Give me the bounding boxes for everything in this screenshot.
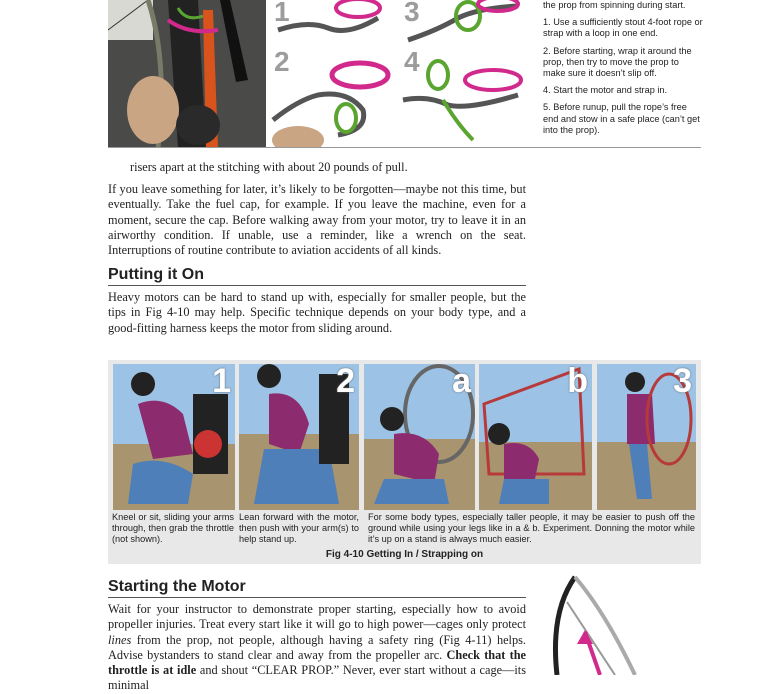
photo-label: 2 — [336, 364, 355, 400]
knot-step-2 — [268, 50, 396, 147]
putting-it-on-heading: Putting it On — [108, 266, 526, 286]
putting-it-on-paragraph: Heavy motors can be hard to stand up with, especially for smaller people, but the tips in Fig 4-10 may help. Specific technique depends on your body type, and a good-fitting harness keeps the motor from sliding around. — [108, 290, 526, 335]
starting-text-3: and shout “CLEAR PROP.” Never, ever start without a cage—its minimal — [108, 663, 526, 693]
forgotten-paragraph: If you leave something for later, it’s likely to be forgotten—maybe not this time, but eventually. Take the fuel cap, for example. If you leave the machine, even for a moment, secure the cap. Before walking away from your motor, try to leave it in an airworthy condition. If unable, use a reminder, like a wrench on the seat. Interruptions of routine contribute to aviation accidents of all kinds. — [108, 182, 526, 258]
caption-steps-a-b: For some body types, especially taller people, it may be easier to push off the ground while using your legs like in a & b. Experiment. Donning the motor while it’s up on a stand is always much easier. — [368, 512, 695, 545]
photo-step-a — [364, 364, 475, 510]
fig-4-10 — [108, 360, 701, 564]
steps-intro: the prop from spinning during start. — [543, 0, 686, 10]
caption-step-2: Lean forward with the motor, then push with your arm(s) to help stand up. — [239, 512, 359, 545]
photo-step-3 — [597, 364, 696, 510]
caption-step-1: Kneel or sit, sliding your arms through, then grab the throttle (not shown). — [112, 512, 234, 545]
starting-text-1: Wait for your instructor to demonstrate proper starting, especially how to avoid propeller injuries. Treat every start like it will go to high power—cages only protect — [108, 602, 526, 632]
knot-step-3 — [398, 0, 526, 48]
rope-prop-lock-figure — [108, 0, 526, 148]
knot-number: 3 — [404, 0, 420, 27]
risers-paragraph: risers apart at the stitching with about 20 pounds of pull. — [130, 160, 408, 174]
photo-step-b — [479, 364, 592, 510]
knot-step-4 — [398, 50, 526, 147]
prop-rope-photo — [108, 0, 266, 148]
knot-step-1 — [268, 0, 396, 48]
photo-label: b — [567, 364, 588, 400]
rope-steps-list — [543, 0, 703, 142]
knot-number: 4 — [404, 50, 420, 77]
photo-step-1 — [113, 364, 235, 510]
step-item: 1. Use a sufficiently stout 4-foot rope or strap with a loop in one end. — [543, 17, 703, 39]
photo-step-2 — [239, 364, 359, 510]
knot-number: 1 — [274, 0, 290, 27]
photo-label: 1 — [212, 364, 231, 400]
photo-label: a — [452, 364, 471, 400]
figure-divider — [108, 147, 701, 148]
knot-number: 2 — [274, 50, 290, 77]
starting-text-bold: Check that the throttle is at idle — [108, 647, 526, 678]
step-item: 5. Before runup, pull the rope’s free end and stow in a safe place (can’t get into the prop). — [543, 102, 700, 135]
step-item: 2. Before starting, wrap it around the prop, then try to move the prop to make sure it doesn’t slip off. — [543, 45, 692, 79]
fig-4-10-title: Fig 4-10 Getting In / Strapping on — [325, 549, 484, 560]
photo-label: 3 — [673, 364, 692, 400]
starting-motor-heading: Starting the Motor — [108, 578, 526, 598]
safety-ring-photo — [545, 572, 645, 675]
step-item: 4. Start the motor and strap in. — [543, 85, 668, 96]
starting-text-2: from the prop, not people, although having a safety ring (Fig 4-11) helps. Advise bystanders to stand clear and away from the propeller arc. — [108, 632, 526, 662]
starting-motor-paragraph — [108, 602, 526, 694]
starting-text-lines: lines — [108, 632, 132, 647]
